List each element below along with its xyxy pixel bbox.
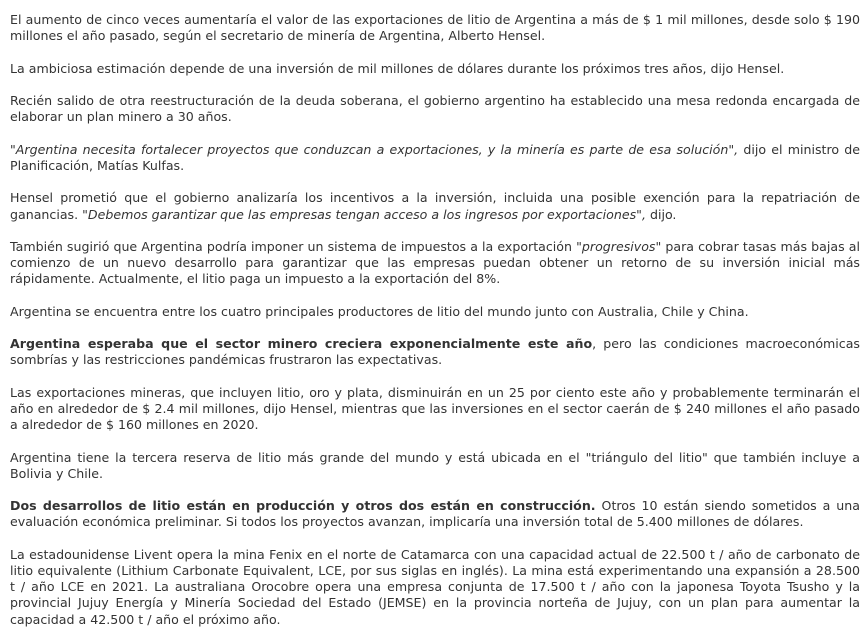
paragraph-9: Las exportaciones mineras, que incluyen litio, oro y plata, disminuirán en un 25 por ciento este año y probablemente terminarán el año en alrededor de $ 2.4 mil millones, dijo Hensel, mientras que las inversiones en el sector caerán de $ 240 millones el año pasado a alrededor de $ 160 millones en 2020. <box>10 384 860 433</box>
paragraph-5 <box>10 190 860 222</box>
paragraph-3: Recién salido de otra reestructuración de la deuda soberana, el gobierno argentino ha establecido una mesa redonda encargada de elaborar un plan minero a 30 años. <box>10 93 860 125</box>
quote-kulfas: "Argentina necesita fortalecer proyectos que conduzcan a exportaciones, y la minería es parte de esa solución", <box>10 141 739 157</box>
paragraph-6 <box>10 239 860 288</box>
paragraph-5-text: Hensel prometió que el gobierno analizaría los incentivos a la inversión, incluida una posible exención para la repatriación de ganancias. <box>10 190 860 222</box>
paragraph-1: El aumento de cinco veces aumentaría el valor de las exportaciones de litio de Argentina a más de $ 1 mil millones, desde solo $ 190 millones el año pasado, según el secretario de minería de Argentina, Alberto Hensel. <box>10 12 860 44</box>
article-body <box>10 0 860 644</box>
paragraph-6-continuation: para cobrar tasas más bajas al comienzo de un nuevo desarrollo para garantizar que las empresas puedan obtener un retorno de su inversión inicial más rápidamente. Actualmente, el litio paga un impuesto a la exportación del 8%. <box>10 238 860 287</box>
paragraph-4 <box>10 142 860 174</box>
quote-hensel: "Debemos garantizar que las empresas tengan acceso a los ingresos por exportaciones", <box>82 206 646 222</box>
paragraph-10: Argentina tiene la tercera reserva de litio más grande del mundo y está ubicada en el "triángulo del litio" que también incluye a Bolivia y Chile. <box>10 449 860 481</box>
paragraph-2: La ambiciosa estimación depende de una inversión de mil millones de dólares durante los próximos tres años, dijo Hensel. <box>10 60 785 76</box>
quote-progresivos: "progresivos" <box>576 238 662 254</box>
paragraph-11 <box>10 498 860 530</box>
paragraph-4-attribution: dijo el ministro de Planificación, Matías Kulfas. <box>10 141 861 173</box>
paragraph-8-text: , pero las condiciones macroeconómicas sombrías y las restricciones pandémicas frustraron las expectativas. <box>10 336 860 368</box>
paragraph-12: La estadounidense Livent opera la mina Fenix en el norte de Catamarca con una capacidad actual de 22.500 t / año de carbonato de litio equivalente (Lithium Carbonate Equivalent, LCE, por sus siglas en inglés). La mina está experimentando una expansión a 28.500 t / año LCE en 2021. La australiana Orocobre opera una empresa conjunta de 17.500 t / año con la japonesa Toyota Tsusho y la provincial Jujuy Energía y Minería Sociedad del Estado (JEMSE) en la provincia norteña de Jujuy, con un plan para aumentar la capacidad a 42.500 t / año el próximo año. <box>10 546 860 627</box>
paragraph-5-attribution: dijo. <box>645 206 677 222</box>
paragraph-7: Argentina se encuentra entre los cuatro principales productores de litio del mundo junto con Australia, Chile y China. <box>10 303 749 319</box>
paragraph-8-highlight: Argentina esperaba que el sector minero creciera exponencialmente este año <box>10 336 593 352</box>
paragraph-8 <box>10 336 860 368</box>
paragraph-11-highlight: Dos desarrollos de litio están en producción y otros dos están en construcción. <box>10 498 596 514</box>
paragraph-11-text: Otros 10 están siendo sometidos a una evaluación económica preliminar. Si todos los proyectos avanzan, implicaría una inversión total de 5.400 millones de dólares. <box>10 498 860 530</box>
paragraph-6-text: También sugirió que Argentina podría imponer un sistema de impuestos a la exportación <box>10 238 577 254</box>
